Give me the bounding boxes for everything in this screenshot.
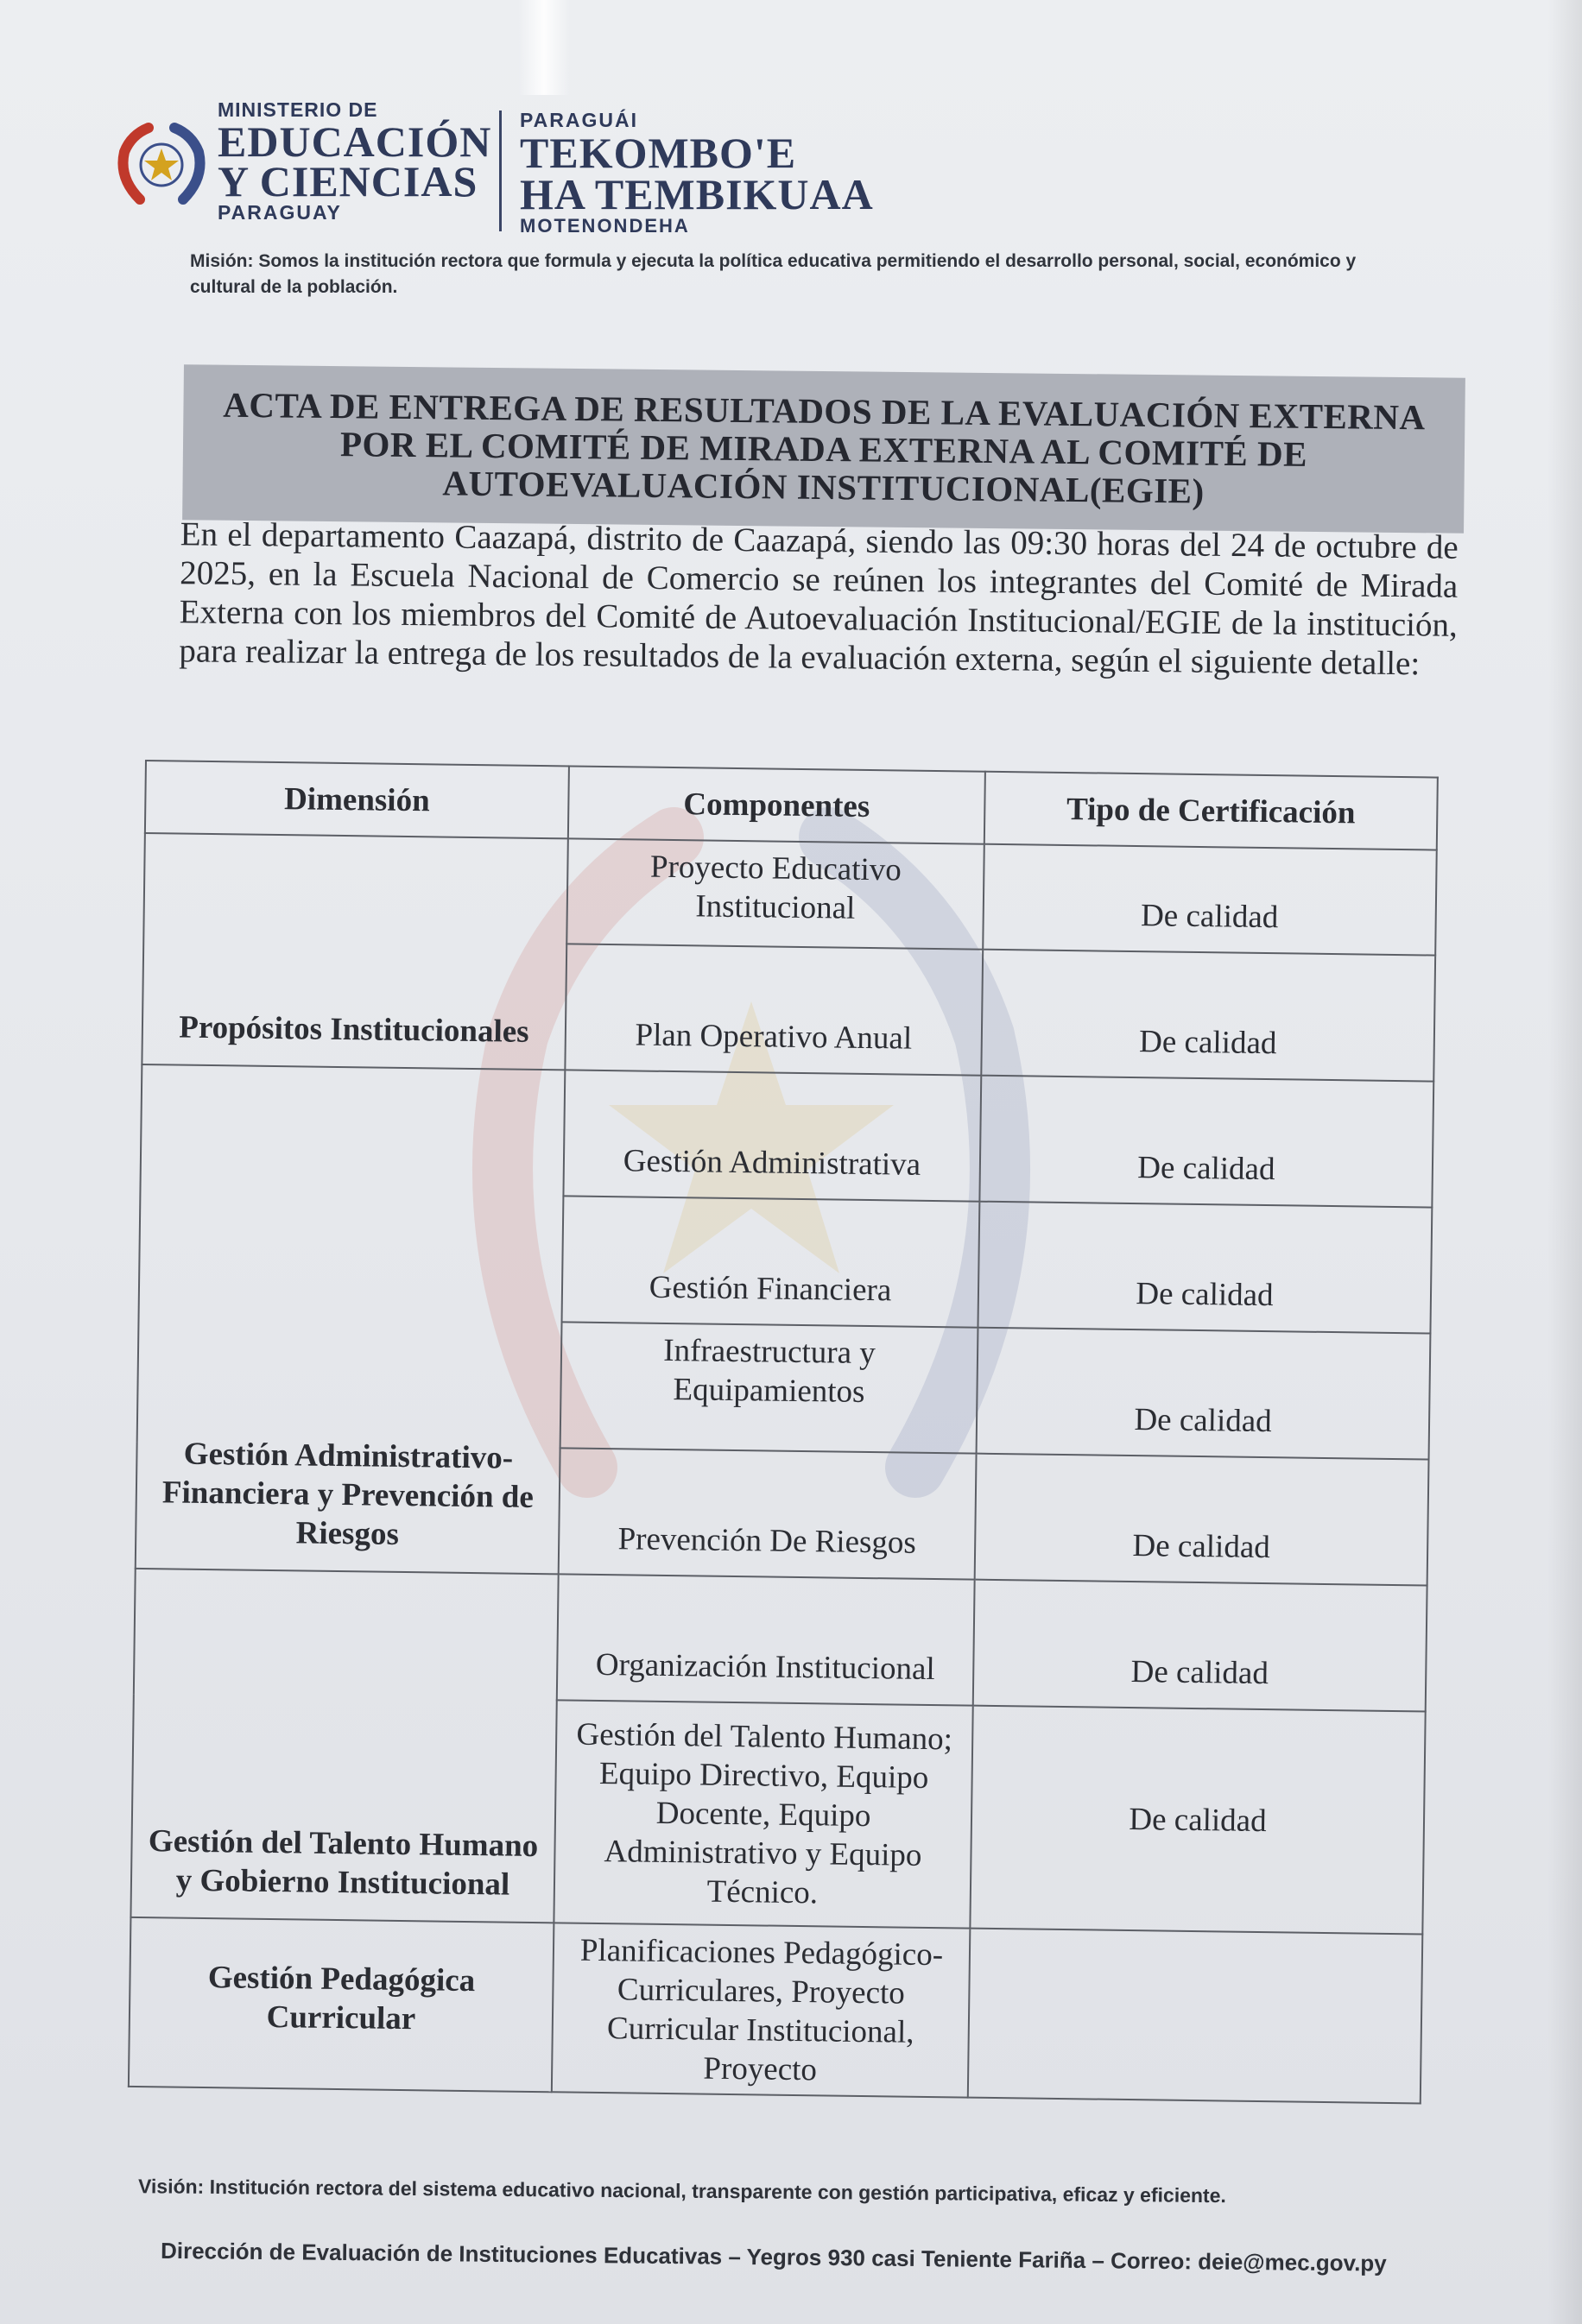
table-row: [140, 1064, 1433, 1208]
header-componentes: Componentes: [568, 766, 985, 843]
component-cell: Gestión Financiera: [562, 1196, 980, 1327]
tipo-cell: De calidad: [981, 950, 1435, 1082]
mision-text: Somos la institución rectora que formula y ejecuta la política educativa permitiendo el desarrollo personal, social, económico y cultural de la población.: [190, 251, 1357, 297]
ministry-line1: EDUCACIÓN: [218, 117, 492, 166]
intro-paragraph: En el departamento Caazapá, distrito de Caazapá, siendo las 09:30 horas del 24 de octubre de 2025, en la Escuela Nacional de Comercio se reúnen los integrantes del Comité de Mirada Externa con los miembros del Comité de Autoevaluación Institucional/EGIE de la institución, para realizar la entrega de los resultados de la evaluación externa, según el siguiente detalle:: [179, 515, 1459, 683]
ministry-logo-text: [218, 98, 491, 224]
guarani-small-label: PARAGUÁI: [520, 109, 638, 131]
page-edge-shadow: [1547, 0, 1582, 2324]
light-glare: [518, 0, 570, 95]
guarani-line1: TEKOMBO'E: [520, 129, 797, 177]
footer-address: Dirección de Evaluación de Instituciones Educativas – Yegros 930 casi Teniente Fariña – Correo: deie@mec.gov.py: [160, 2237, 1387, 2277]
vision-label: Visión:: [137, 2175, 205, 2198]
component-cell: Plan Operativo Anual: [565, 944, 983, 1075]
guarani-logo-text: [520, 109, 874, 237]
table-row: [129, 1917, 1422, 2104]
tipo-cell: De calidad: [983, 844, 1437, 956]
component-cell: Planificaciones Pedagógico-Curriculares, Proyecto Curricular Institucional, Proyecto: [552, 1923, 971, 2097]
header-divider: [499, 111, 502, 231]
vision-text: Institución rectora del sistema educativo nacional, transparente con gestión participativa, eficaz y eficiente.: [209, 2175, 1226, 2207]
title-line-1: ACTA DE ENTREGA DE RESULTADOS DE LA EVALUACIÓN EXTERNA: [223, 384, 1426, 438]
tipo-cell: De calidad: [975, 1454, 1429, 1586]
component-cell: Infraestructura y Equipamientos: [560, 1322, 978, 1453]
mision-statement: [190, 249, 1382, 300]
tipo-cell: De calidad: [978, 1202, 1432, 1334]
tipo-cell: De calidad: [973, 1580, 1427, 1712]
ministry-small-label: MINISTERIO DE: [218, 98, 378, 121]
title-line-2: POR EL COMITÉ DE MIRADA EXTERNA AL COMITÉ DE: [339, 424, 1308, 474]
header-dimension: Dimensión: [145, 761, 569, 838]
tipo-cell: De calidad: [970, 1706, 1425, 1935]
guarani-line2: HA TEMBIKUAA: [520, 170, 874, 218]
ministry-country: PARAGUAY: [218, 201, 342, 224]
header-tipo-certificacion: Tipo de Certificación: [984, 772, 1438, 850]
component-cell: Prevención De Riesgos: [559, 1448, 977, 1579]
component-cell: Organización Institucional: [557, 1574, 975, 1705]
component-cell: Gestión del Talento Humano; Equipo Directivo, Equipo Docente, Equipo Administrativo y Equipo Técnico.: [554, 1700, 972, 1928]
table-row: [134, 1569, 1427, 1712]
component-cell: Proyecto Educativo Institucional: [566, 838, 984, 949]
ministry-seal-icon: [114, 117, 209, 212]
tipo-cell: [968, 1929, 1423, 2104]
ministry-line2: Y CIENCIAS: [218, 157, 478, 205]
mision-label: Misión:: [190, 251, 254, 271]
dimension-cell: Gestión Administrativo-Financiera y Prevención de Riesgos: [136, 1064, 566, 1574]
title-line-3: AUTOEVALUACIÓN INSTITUCIONAL(EGIE): [442, 463, 1205, 511]
component-cell: Gestión Administrativa: [563, 1070, 981, 1201]
guarani-sub: MOTENONDEHA: [520, 215, 690, 237]
dimension-cell: Gestión del Talento Humano y Gobierno Institucional: [130, 1569, 558, 1923]
document-title: [182, 364, 1465, 534]
results-table: [128, 760, 1439, 2104]
tipo-cell: De calidad: [979, 1076, 1433, 1208]
table-row: [143, 833, 1436, 956]
dimension-cell: Gestión Pedagógica Curricular: [129, 1917, 554, 2092]
tipo-cell: De calidad: [977, 1328, 1431, 1460]
dimension-cell: Propósitos Institucionales: [142, 833, 567, 1070]
